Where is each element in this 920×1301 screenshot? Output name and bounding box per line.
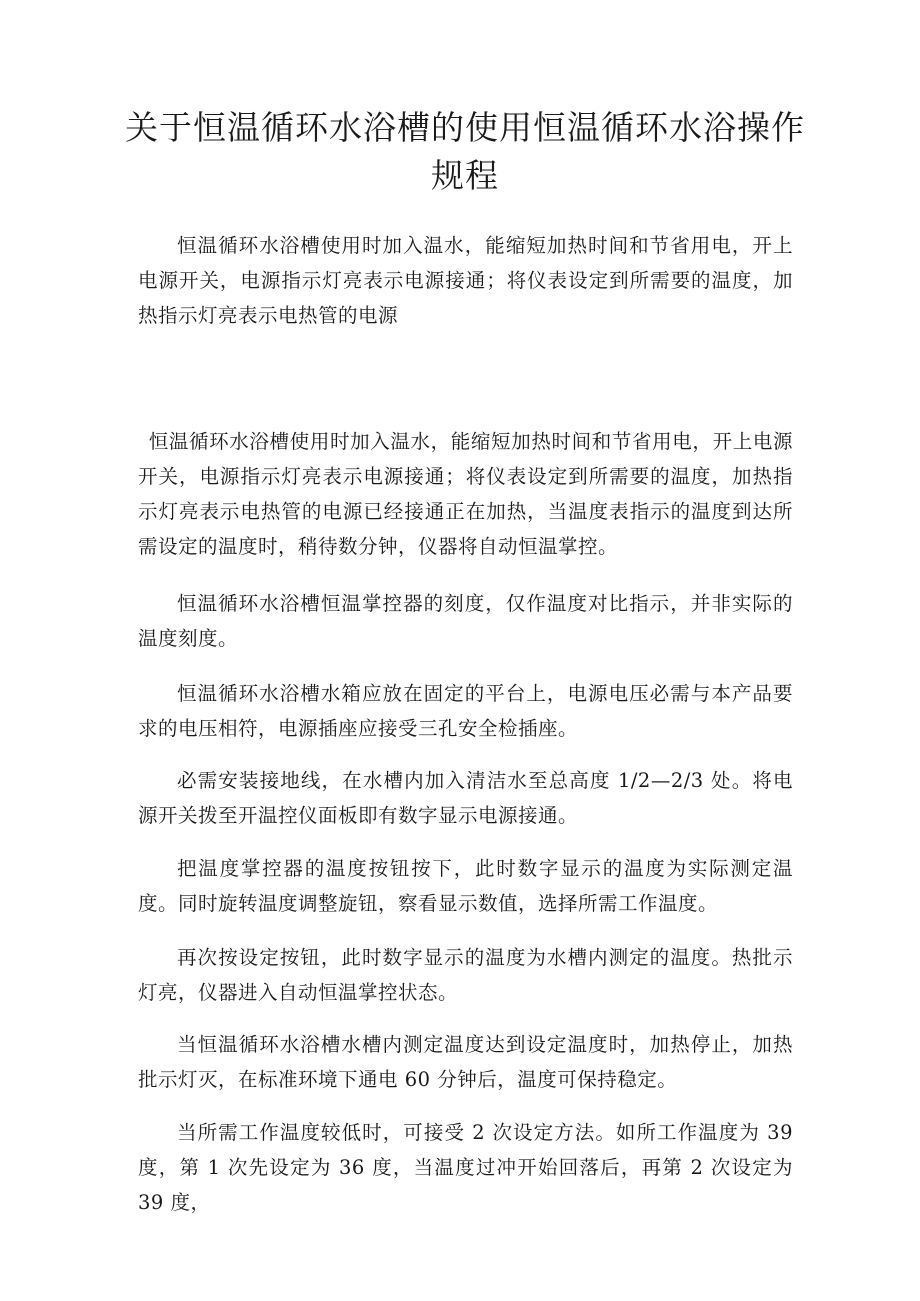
paragraph-grounding: 必需安装接地线，在水槽内加入清洁水至总高度 1/2—2/3 处。将电源开关拨至开温控仪面板即有数字显示电源接通。 (138, 769, 793, 827)
paragraph-heating-stop: 当恒温循环水浴槽水槽内测定温度达到设定温度时，加热停止，加热批示灯灭，在标准环境下通电 60 分钟后，温度可保持稳定。 (138, 1033, 793, 1091)
document-title: 关于恒温循环水浴槽的使用恒温循环水浴操作规程 (125, 108, 805, 195)
paragraph-set-button: 再次按设定按钮，此时数字显示的温度为水槽内测定的温度。热批示灯亮，仪器进入自动恒温掌控状态。 (138, 946, 793, 1004)
paragraph-temperature-button: 把温度掌控器的温度按钮按下，此时数字显示的温度为实际测定温度。同时旋转温度调整旋钮，察看显示数值，选择所需工作温度。 (138, 857, 793, 915)
paragraph-placement: 恒温循环水浴槽水箱应放在固定的平台上，电源电压必需与本产品要求的电压相符，电源插座应接受三孔安全检插座。 (138, 682, 793, 740)
paragraph-usage: 恒温循环水浴槽使用时加入温水，能缩短加热时间和节省用电，开上电源开关，电源指示灯亮表示电源接通；将仪表设定到所需要的温度，加热指示灯亮表示电热管的电源已经接通正在加热，当温度表指示的温度到达所需设定的温度时，稍待数分钟，仪器将自动恒温掌控。 (138, 430, 793, 558)
intro-paragraph: 恒温循环水浴槽使用时加入温水，能缩短加热时间和节省用电，开上电源开关，电源指示灯亮表示电源接通；将仪表设定到所需要的温度，加热指示灯亮表示电热管的电源 (138, 234, 793, 327)
paragraph-scale: 恒温循环水浴槽恒温掌控器的刻度，仅作温度对比指示，并非实际的温度刻度。 (138, 592, 793, 650)
paragraph-low-temperature: 当所需工作温度较低时，可接受 2 次设定方法。如所工作温度为 39 度，第 1 次先设定为 36 度，当温度过冲开始回落后，再第 2 次设定为 39 度， (138, 1121, 793, 1214)
